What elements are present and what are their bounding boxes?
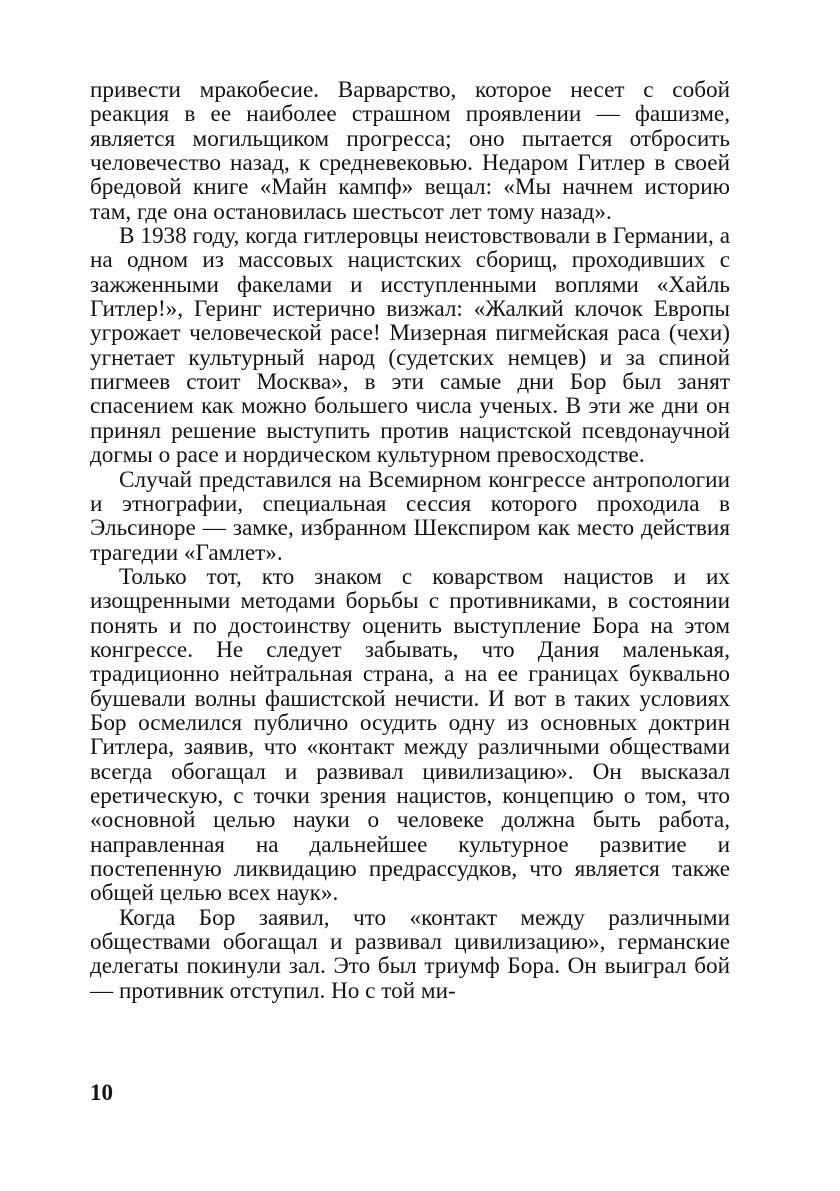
paragraph-3: Случай представился на Всемирном конгрессе антропологии и этнографии, специальная сессия которого проходила в Эльсиноре — замке, избранном Шекспиром как место действия трагедии «Гамлет». (90, 466, 730, 566)
body-text (90, 78, 730, 1003)
paragraph-1: привести мракобесие. Варварство, которое несет с собой реакция в ее наиболее страшном проявлении — фашизме, является могильщиком прогресса; оно пытается отбросить человечество назад, к средневековью. Недаром Гитлер в своей бредовой книге «Майн кампф» вещал: «Мы начнем историю там, где она остановилась шестьсот лет тому назад». (90, 77, 730, 225)
page-number: 10 (90, 1080, 113, 1105)
paragraph-5: Когда Бор заявил, что «контакт между различными обществами обогащал и развивал цивилизацию», германские делегаты покинули зал. Это был триумф Бора. Он выиграл бой — противник отступил. Но с той ми- (90, 904, 730, 1004)
paragraph-2: В 1938 году, когда гитлеровцы неистовствовали в Германии, а на одном из массовых нацистских сборищ, проходивших с зажженными факелами и исступленными воплями «Хайль Гитлер!», Геринг истерично визжал: «Жалкий клочок Европы угрожает человеческой расе! Мизерная пигмейская раса (чехи) угнетает культурный народ (судетских немцев) и за спиной пигмеев стоит Москва», в эти самые дни Бор был занят спасением как можно большего числа ученых. В эти же дни он принял решение выступить против нацистской псевдонаучной догмы о расе и нордическом культурном превосходстве. (90, 223, 730, 469)
paragraph-4: Только тот, кто знаком с коварством нацистов и их изощренными методами борьбы с противниками, в состоянии понять и по достоинству оценить выступление Бора на этом конгрессе. Не следует забывать, что Дания маленькая, традиционно нейтральная страна, а на ее границах буквально бушевали волны фашистской нечисти. И вот в таких условиях Бор осмелился публично осудить одну из основных доктрин Гитлера, заявив, что «контакт между различными обществами всегда обогащал и развивал цивилизацию». Он высказал еретическую, с точки зрения нацистов, концепцию о том, что «основной целью науки о человеке должна быть работа, направленная на дальнейшее культурное развитие и постепенную ликвидацию предрассудков, что является также общей целью всех наук». (90, 563, 730, 907)
